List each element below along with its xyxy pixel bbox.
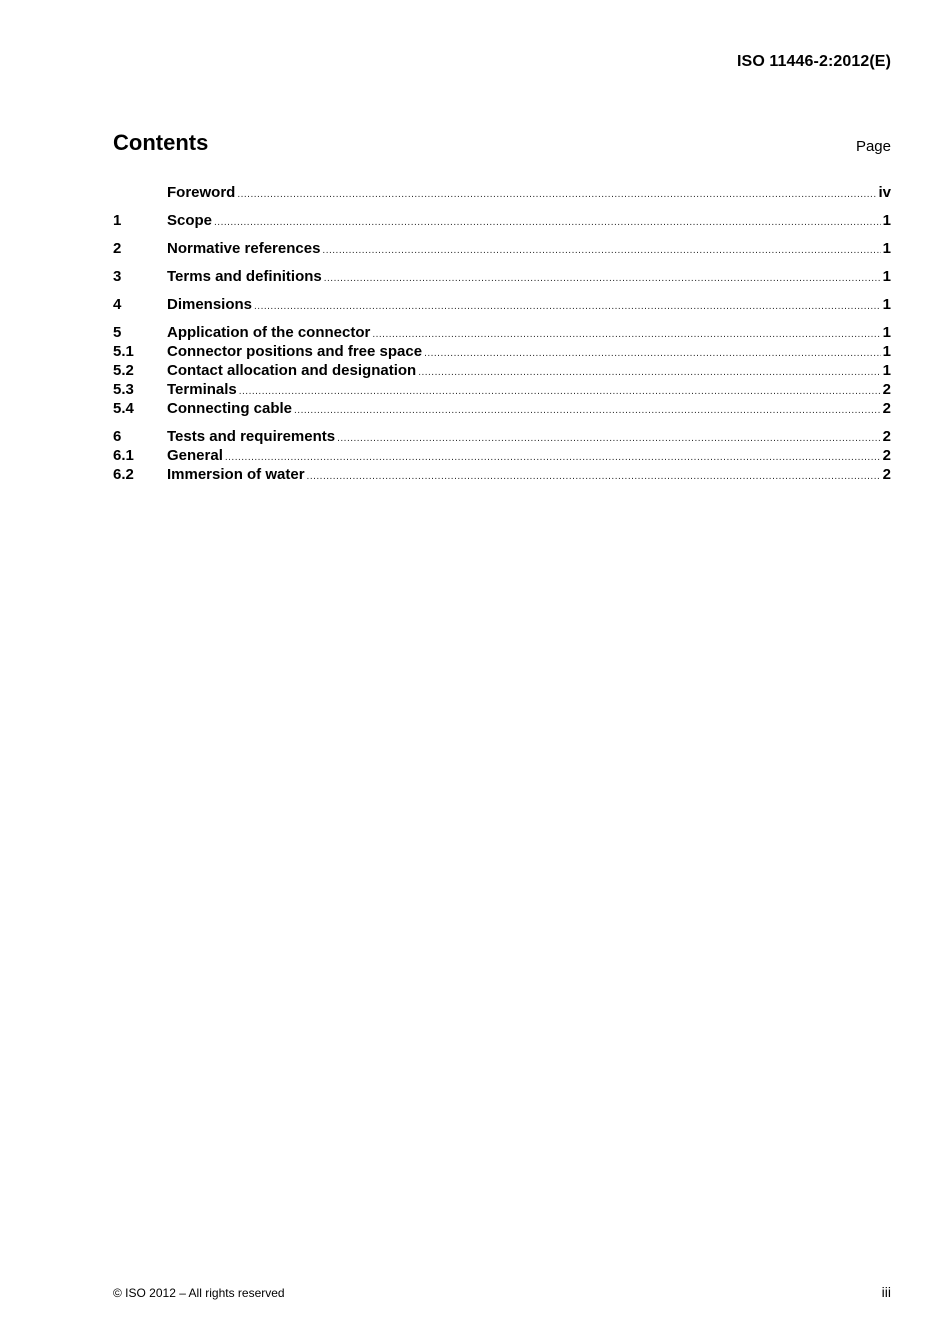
- toc-entry-label: Tests and requirements: [167, 428, 336, 445]
- toc-entry[interactable]: [113, 239, 891, 258]
- footer-copyright: © ISO 2012 – All rights reserved: [113, 1286, 285, 1300]
- toc-entry[interactable]: [113, 427, 891, 446]
- toc-entry-label: Connecting cable: [167, 400, 293, 417]
- document-id: ISO 11446-2:2012(E): [737, 53, 891, 70]
- toc-entry-label: General: [167, 447, 223, 464]
- toc-entry-number: 6.2: [113, 466, 134, 483]
- toc-entry[interactable]: [113, 342, 891, 361]
- toc-entry-page: 1: [882, 362, 891, 379]
- toc-group: [113, 427, 891, 484]
- toc-dot-leader: [225, 448, 881, 467]
- toc-group: [113, 295, 891, 314]
- toc-entry[interactable]: [113, 323, 891, 342]
- toc-group: [113, 323, 891, 418]
- toc-entry-label: Connector positions and free space: [167, 343, 423, 360]
- toc-group: [113, 267, 891, 286]
- toc-entry-number: 3: [113, 268, 122, 285]
- toc-entry-number: 6.1: [113, 447, 134, 464]
- toc-entry[interactable]: [113, 399, 891, 418]
- toc-group: [113, 211, 891, 230]
- toc-entry-number: 5.1: [113, 343, 134, 360]
- toc-entry-number: 5.2: [113, 362, 134, 379]
- table-of-contents: [113, 183, 891, 493]
- toc-entry-page: 1: [882, 240, 891, 257]
- toc-entry-number: 2: [113, 240, 122, 257]
- footer-page-number: iii: [881, 1284, 891, 1300]
- toc-entry-page: 1: [882, 324, 891, 341]
- toc-entry[interactable]: [113, 361, 891, 380]
- toc-dot-leader: [254, 297, 881, 316]
- toc-entry-page: 2: [882, 428, 891, 445]
- toc-entry[interactable]: [113, 211, 891, 230]
- toc-dot-leader: [214, 213, 881, 232]
- toc-dot-leader: [239, 382, 881, 401]
- toc-entry-page: 2: [882, 466, 891, 483]
- toc-entry-label: Contact allocation and designation: [167, 362, 417, 379]
- toc-page-column-label: Page: [855, 138, 891, 155]
- toc-entry[interactable]: [113, 380, 891, 399]
- toc-entry-page: 1: [882, 268, 891, 285]
- toc-entry-label: Dimensions: [167, 296, 253, 313]
- toc-entry-label: Scope: [167, 212, 213, 229]
- toc-entry-page: 2: [882, 447, 891, 464]
- toc-entry-number: 4: [113, 296, 122, 313]
- toc-dot-leader: [307, 467, 881, 486]
- toc-entry-label: Terms and definitions: [167, 268, 322, 285]
- toc-group: [113, 183, 891, 202]
- toc-entry[interactable]: [113, 267, 891, 286]
- toc-header: [113, 130, 891, 160]
- toc-entry-number: 5: [113, 324, 122, 341]
- toc-dot-leader: [424, 344, 881, 363]
- toc-entry-number: 5.4: [113, 400, 134, 417]
- toc-entry-page: 1: [882, 343, 891, 360]
- toc-entry-number: 6: [113, 428, 122, 445]
- toc-dot-leader: [337, 429, 881, 448]
- toc-entry[interactable]: [113, 446, 891, 465]
- toc-entry-page: 1: [882, 296, 891, 313]
- toc-entry-label: Normative references: [167, 240, 321, 257]
- toc-dot-leader: [237, 185, 876, 204]
- toc-entry-number: 1: [113, 212, 122, 229]
- toc-dot-leader: [294, 401, 881, 420]
- toc-entry-label: Application of the connector: [167, 324, 371, 341]
- toc-entry-page: 1: [882, 212, 891, 229]
- toc-entry[interactable]: [113, 295, 891, 314]
- toc-entry-label: Foreword: [167, 184, 236, 201]
- toc-entry[interactable]: [113, 183, 891, 202]
- toc-entry[interactable]: [113, 465, 891, 484]
- toc-entry-number: 5.3: [113, 381, 134, 398]
- toc-dot-leader: [418, 363, 880, 382]
- toc-entry-page: iv: [878, 184, 891, 201]
- toc-entry-label: Immersion of water: [167, 466, 305, 483]
- toc-entry-page: 2: [882, 381, 891, 398]
- toc-dot-leader: [322, 241, 880, 260]
- toc-entry-page: 2: [882, 400, 891, 417]
- toc-dot-leader: [372, 325, 880, 344]
- toc-title: Contents: [113, 130, 209, 155]
- toc-dot-leader: [324, 269, 881, 288]
- toc-entry-label: Terminals: [167, 381, 237, 398]
- toc-group: [113, 239, 891, 258]
